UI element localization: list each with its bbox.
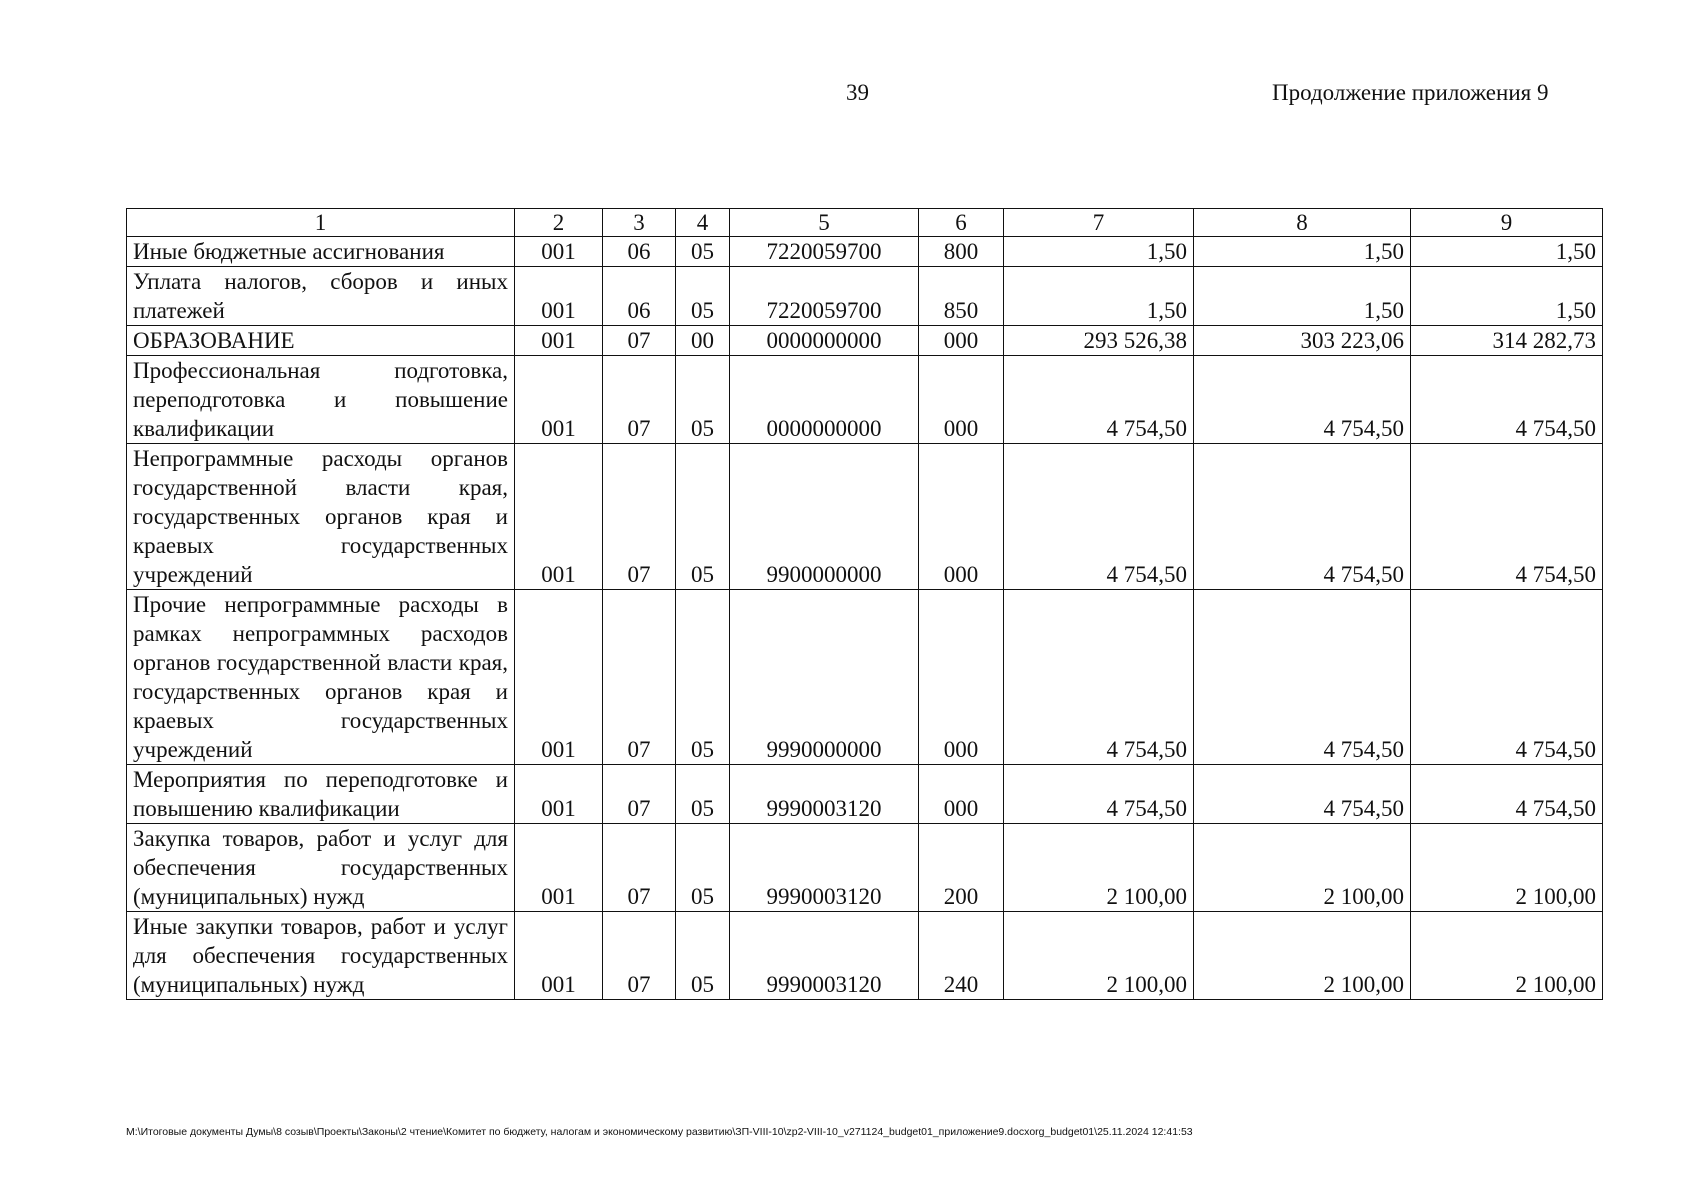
table-row [127,765,1603,824]
column-header: 5 [730,209,919,237]
amount-cell: 4 754,50 [1194,765,1411,824]
expense-name-cell: Иные закупки товаров, работ и услуг для обеспечения государственных (муниципальных) нужд [127,912,515,1000]
subsection-code-cell: 05 [676,590,730,765]
column-header: 4 [676,209,730,237]
expense-type-cell: 000 [919,444,1004,590]
section-code-cell: 06 [603,267,676,326]
expense-type-cell: 000 [919,765,1004,824]
amount-cell: 4 754,50 [1411,590,1603,765]
subsection-code-cell: 05 [676,267,730,326]
column-header: 1 [127,209,515,237]
amount-cell: 2 100,00 [1004,824,1194,912]
column-number-row [127,209,1603,237]
admin-code-cell: 001 [515,237,603,267]
table-row [127,237,1603,267]
column-header: 6 [919,209,1004,237]
subsection-code-cell: 05 [676,444,730,590]
target-article-cell: 9990000000 [730,590,919,765]
amount-cell: 303 223,06 [1194,326,1411,356]
expense-type-cell: 000 [919,326,1004,356]
expense-name-cell: Мероприятия по переподготовке и повышению квалификации [127,765,515,824]
admin-code-cell: 001 [515,765,603,824]
expense-name-cell: Закупка товаров, работ и услуг для обеспечения государственных (муниципальных) нужд [127,824,515,912]
expense-type-cell: 000 [919,590,1004,765]
target-article-cell: 9900000000 [730,444,919,590]
amount-cell: 2 100,00 [1004,912,1194,1000]
admin-code-cell: 001 [515,326,603,356]
admin-code-cell: 001 [515,590,603,765]
expense-type-cell: 800 [919,237,1004,267]
section-code-cell: 07 [603,912,676,1000]
table-row [127,326,1603,356]
expense-name-cell: ОБРАЗОВАНИЕ [127,326,515,356]
amount-cell: 2 100,00 [1194,824,1411,912]
subsection-code-cell: 05 [676,237,730,267]
section-code-cell: 07 [603,590,676,765]
page-number: 39 [846,80,869,105]
target-article-cell: 9990003120 [730,824,919,912]
appendix-title: Продолжение приложения 9 [1272,80,1549,105]
amount-cell: 4 754,50 [1004,590,1194,765]
subsection-code-cell: 00 [676,326,730,356]
amount-cell: 1,50 [1194,267,1411,326]
target-article-cell: 7220059700 [730,237,919,267]
subsection-code-cell: 05 [676,765,730,824]
amount-cell: 4 754,50 [1194,590,1411,765]
column-header: 2 [515,209,603,237]
table-row [127,590,1603,765]
amount-cell: 2 100,00 [1411,824,1603,912]
admin-code-cell: 001 [515,444,603,590]
file-path-footer: M:\Итоговые документы Думы\8 созыв\Проекты\Законы\2 чтение\Комитет по бюджету, налогам и экономическому развитию\ЗП-VIII-10\zp2-VIII-10_v271124_budget01_приложение9.docxorg_budget01\25.11.2024 12:41:53 [126,1126,1193,1138]
column-header: 7 [1004,209,1194,237]
section-code-cell: 07 [603,444,676,590]
section-code-cell: 07 [603,765,676,824]
table-row [127,824,1603,912]
amount-cell: 314 282,73 [1411,326,1603,356]
target-article-cell: 9990003120 [730,912,919,1000]
subsection-code-cell: 05 [676,824,730,912]
subsection-code-cell: 05 [676,912,730,1000]
column-header: 3 [603,209,676,237]
target-article-cell: 0000000000 [730,326,919,356]
section-code-cell: 07 [603,356,676,444]
amount-cell: 1,50 [1411,237,1603,267]
amount-cell: 4 754,50 [1194,356,1411,444]
table-row [127,356,1603,444]
expense-name-cell: Иные бюджетные ассигнования [127,237,515,267]
table-row [127,444,1603,590]
target-article-cell: 9990003120 [730,765,919,824]
table-row [127,267,1603,326]
target-article-cell: 7220059700 [730,267,919,326]
amount-cell: 1,50 [1194,237,1411,267]
expense-type-cell: 240 [919,912,1004,1000]
amount-cell: 4 754,50 [1194,444,1411,590]
amount-cell: 4 754,50 [1004,444,1194,590]
budget-table [126,208,1603,1000]
column-header: 9 [1411,209,1603,237]
amount-cell: 1,50 [1004,237,1194,267]
table-row [127,912,1603,1000]
section-code-cell: 07 [603,326,676,356]
admin-code-cell: 001 [515,267,603,326]
amount-cell: 293 526,38 [1004,326,1194,356]
amount-cell: 2 100,00 [1411,912,1603,1000]
expense-type-cell: 200 [919,824,1004,912]
column-header: 8 [1194,209,1411,237]
amount-cell: 4 754,50 [1004,765,1194,824]
expense-name-cell: Профессиональная подготовка, переподготовка и повышение квалификации [127,356,515,444]
amount-cell: 4 754,50 [1004,356,1194,444]
amount-cell: 4 754,50 [1411,444,1603,590]
admin-code-cell: 001 [515,356,603,444]
subsection-code-cell: 05 [676,356,730,444]
expense-name-cell: Непрограммные расходы органов государственной власти края, государственных органов края и краевых государственных учреждений [127,444,515,590]
expense-type-cell: 000 [919,356,1004,444]
amount-cell: 1,50 [1411,267,1603,326]
table-body [127,237,1603,1000]
admin-code-cell: 001 [515,912,603,1000]
amount-cell: 2 100,00 [1194,912,1411,1000]
expense-type-cell: 850 [919,267,1004,326]
section-code-cell: 07 [603,824,676,912]
amount-cell: 4 754,50 [1411,356,1603,444]
admin-code-cell: 001 [515,824,603,912]
expense-name-cell: Прочие непрограммные расходы в рамках непрограммных расходов органов государственной власти края, государственных органов края и краевых государственных учреждений [127,590,515,765]
section-code-cell: 06 [603,237,676,267]
target-article-cell: 0000000000 [730,356,919,444]
expense-name-cell: Уплата налогов, сборов и иных платежей [127,267,515,326]
amount-cell: 4 754,50 [1411,765,1603,824]
amount-cell: 1,50 [1004,267,1194,326]
